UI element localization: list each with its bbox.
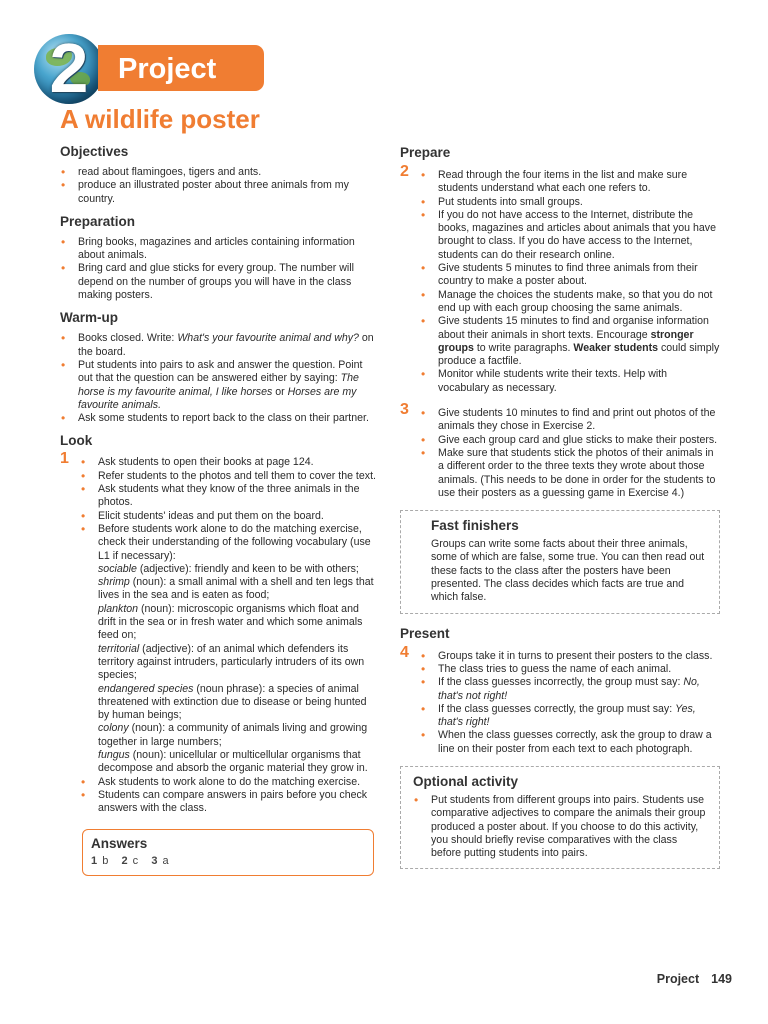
vocab-term: territorial [98, 642, 140, 655]
vocab-def: (noun): microscopic organisms which float and drift in the sea or in fresh water and which some animals feed on; [98, 602, 363, 642]
list-item [420, 703, 720, 730]
preparation-heading: Preparation [60, 213, 136, 229]
vocab-def: (noun): unicellular or multicellular organisms that decompose and absorb the organic material they grow in. [98, 748, 368, 775]
list-item: • Groups take it in turns to present their posters to the class. [420, 650, 720, 663]
list-item: • Monitor while students write their texts. Help with vocabulary as necessary. [420, 368, 720, 395]
vocab-def: (noun): a community of animals living and growing together in large numbers; [98, 722, 368, 748]
list-item: • Elicit students' ideas and put them on the board. [80, 510, 376, 523]
look-section [60, 433, 376, 875]
footer-label: Project [656, 972, 700, 986]
list-item: • Read through the four items in the list and make sure students understand what each one refers to. [420, 169, 720, 196]
text: Yes, that's right! [438, 702, 696, 729]
right-column [400, 145, 720, 881]
list-item: • Put students from different groups into pairs. Students use comparative adjectives to compare the animals their group produced a poster about. If you choose to do this activity, you should briefly revise comparatives with the class before putting students into pairs. [413, 794, 707, 860]
text: could simply produce a factfile. [438, 341, 720, 368]
text: No, that's not right! [438, 676, 700, 702]
list-item: • Before students work alone to do the matching exercise, check their understanding of the following vocabulary (use L1 if necessary): [80, 523, 376, 563]
unit-number: 2 [49, 29, 89, 107]
prepare-heading: Prepare [400, 145, 451, 160]
list-item [420, 315, 720, 368]
vocab-entry [98, 683, 376, 723]
list-item: • read about flamingoes, tigers and ants. [60, 166, 376, 179]
list-item: • Ask students to work alone to do the matching exercise. [80, 776, 376, 789]
list-item [60, 359, 376, 412]
left-column [60, 144, 376, 884]
step-number: 2 [400, 163, 409, 180]
vocab-entry [98, 722, 376, 749]
list-item: • Ask students what they know of the three animals in the photos. [80, 483, 376, 510]
fast-finishers-text: Groups can write some facts about their three animals, some of which are false, some true. You can then read out these facts to the class after the posters have been presented. The class decides which facts are true and which false. [431, 538, 705, 604]
list-item: • If you do not have access to the Internet, distribute the books, magazines and articles about animals that you have brought to class. If you do have access to the Internet, students can do their research online. [420, 209, 720, 262]
text: Weaker students [573, 341, 659, 354]
vocab-entry [98, 563, 376, 576]
vocab-term: endangered species [98, 682, 194, 695]
text: to write paragraphs. [473, 341, 574, 354]
text: Books closed. Write: [78, 332, 178, 345]
step-3 [400, 401, 720, 500]
vocab-term: sociable [98, 562, 137, 575]
objectives-heading: Objectives [60, 144, 129, 159]
vocab-entry [98, 603, 376, 643]
vocab-entry [98, 643, 376, 683]
vocab-def: (noun): a small animal with a shell and ten legs that lives in the sea and is eaten as food; [98, 576, 374, 602]
optional-activity-box [400, 766, 720, 869]
vocabulary-list [80, 563, 376, 776]
answer-number: 1 [91, 855, 99, 868]
list-item: • Manage the choices the students make, so that you do not end up with each group choosing the same animals. [420, 289, 720, 316]
list-item: • Give students 5 minutes to find three animals from their country to make a poster about. [420, 262, 720, 289]
warmup-section [60, 310, 376, 425]
answers-row [91, 855, 365, 868]
list-item [60, 332, 376, 359]
answers-box [82, 829, 374, 875]
vocab-entry [98, 749, 376, 776]
step-number: 4 [400, 643, 409, 661]
answer-number: 3 [151, 855, 159, 868]
text: Horses are my favourite animals. [78, 385, 357, 411]
vocab-term: colony [98, 722, 129, 735]
list-item: • When the class guesses correctly, ask the group to draw a line on their poster from each text to each photograph. [420, 729, 720, 756]
vocab-def: (noun phrase): a species of animal threatened with extinction due to disease or being hunted by human beings; [98, 682, 367, 722]
list-item: • Students can compare answers in pairs before you check answers with the class. [80, 789, 376, 816]
text: The horse is my favourite animal, I like horses [78, 372, 359, 398]
list-item: • Bring books, magazines and articles containing information about animals. [60, 236, 376, 263]
objectives-section [60, 144, 376, 206]
text: What's your favourite animal and why? [177, 332, 359, 345]
vocab-term: fungus [98, 748, 130, 761]
vocab-term: shrimp [98, 576, 130, 589]
text: or [272, 385, 288, 398]
banner-label: Project [118, 53, 217, 85]
list-item: • Ask students to open their books at page 124. [80, 456, 376, 469]
list-item: • Give students 10 minutes to find and print out photos of the animals they chose in Exercise 2. [420, 407, 720, 434]
page-title: A wildlife poster [60, 104, 260, 134]
list-item: • Refer students to the photos and tell them to cover the text. [80, 470, 376, 483]
optional-activity-heading: Optional activity [413, 773, 519, 789]
list-item: • produce an illustrated poster about three animals from my country. [60, 179, 376, 206]
list-item: • Ask some students to report back to the class on their partner. [60, 412, 376, 425]
step-2 [400, 163, 720, 395]
step-number: 1 [60, 450, 69, 468]
fast-finishers-box [400, 510, 720, 613]
preparation-section [60, 214, 376, 302]
step-4 [400, 643, 720, 756]
list-item: • Bring card and glue sticks for every group. The number will depend on the number of groups you will have in the class making posters. [60, 262, 376, 302]
list-item: • Make sure that students stick the photos of their animals in a different order to the three texts they wrote about those animals. (This needs to be done in order for the students to use their posters as a guessing game in Exercise 4.) [420, 447, 720, 500]
text: stronger groups [438, 328, 694, 354]
present-heading: Present [400, 625, 450, 641]
answers-heading: Answers [91, 836, 148, 852]
vocab-term: plankton [98, 602, 139, 615]
warmup-heading: Warm-up [60, 310, 118, 326]
list-item: • Put students into small groups. [420, 196, 720, 209]
text: If the class guesses incorrectly, the group must say: [438, 676, 684, 689]
fast-finishers-heading: Fast finishers [431, 518, 519, 534]
step-number: 3 [400, 401, 409, 419]
page-number: 149 [711, 972, 732, 986]
text: If the class guesses correctly, the group must say: [438, 702, 676, 715]
page-footer [657, 972, 732, 986]
look-heading: Look [60, 433, 93, 449]
list-item [420, 676, 720, 703]
answer-value: a [162, 855, 170, 868]
text: Put students into pairs to ask and answer the question. Point out that the question can be answered either by saying: [78, 358, 363, 385]
answer-number: 2 [121, 855, 129, 868]
list-item: • The class tries to guess the name of each animal. [420, 663, 720, 676]
text: on the board. [78, 332, 374, 358]
answer-value: b [102, 855, 110, 868]
vocab-def: (adjective): friendly and keen to be with others; [136, 562, 359, 575]
vocab-def: (adjective): of an animal which defenders its territory against intruders, particularly intruders of its own species; [98, 642, 365, 682]
list-item: • Give each group card and glue sticks to make their posters. [420, 434, 720, 447]
answer-value: c [132, 855, 140, 868]
vocab-entry [98, 576, 376, 603]
text: Give students 15 minutes to find and organise information about their animals in short texts. Encourage [438, 315, 709, 341]
